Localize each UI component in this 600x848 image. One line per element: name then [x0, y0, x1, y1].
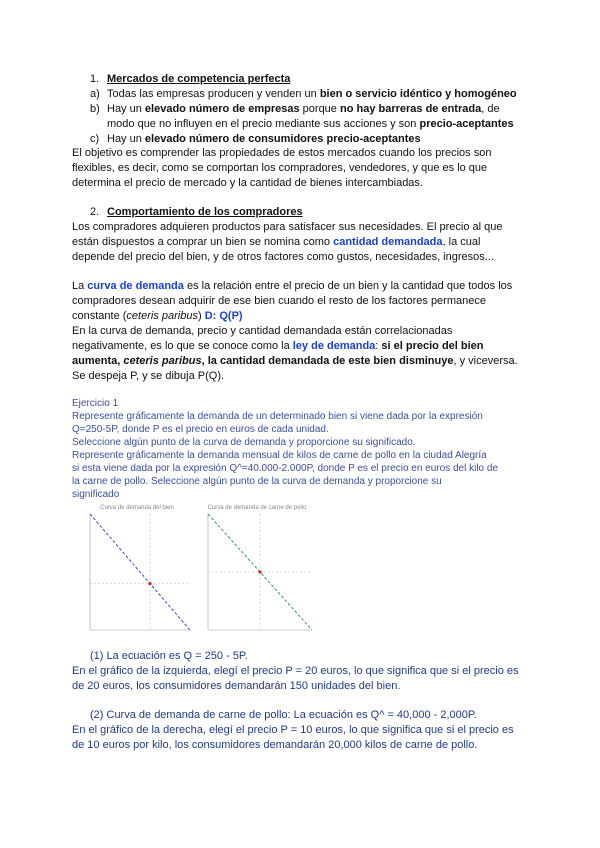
demand-chart-left	[78, 500, 196, 640]
answer-line: de 20 euros, los consumidores demandarán 150 unidades del bien.	[72, 680, 401, 692]
paragraph-line: La curva de demanda es la relación entre el precio de un bien y la cantidad que todos los	[72, 280, 513, 292]
highlight-term: ley de demanda	[292, 340, 376, 352]
exercise-line: significado	[72, 489, 120, 500]
paragraph-line: están dispuestos a comprar un bien se nomina como cantidad demandada, la cual	[72, 236, 481, 248]
paragraph-line: flexibles, es decir, como se comportan los compradores, vendedores, y que es lo que	[72, 162, 488, 174]
list-item-a: a) Todas las empresas producen y venden un bien o servicio idéntico y homogéneo	[90, 88, 517, 100]
list-item-c: c) Hay un elevado número de consumidores precio-aceptantes	[90, 133, 421, 145]
highlight-term: curva de demanda	[87, 280, 184, 292]
highlight-term: D: Q(P)	[204, 310, 243, 322]
paragraph-line: determina el precio de mercado y la cantidad de bienes intercambiadas.	[72, 177, 423, 189]
exercise-line: Represente gráficamente la demanda mensual de kilos de carne de pollo en la ciudad Alegría	[72, 450, 487, 461]
exercise-line: Q=250-5P, donde P es el precio en euros de cada unidad.	[72, 424, 329, 435]
exercise-line: Seleccione algún punto de la curva de demanda y proporcione su significado.	[72, 437, 416, 448]
highlight-term: cantidad demandada	[333, 236, 443, 248]
section-title: Mercados de competencia perfecta	[107, 73, 291, 85]
section2-heading	[90, 205, 303, 220]
exercise-line: la carne de pollo. Seleccione algún punto de la curva de demanda y proporcione su	[72, 476, 442, 487]
answer-line: (1) La ecuación es Q = 250 - 5P.	[90, 650, 248, 662]
exercise-line: Represente gráficamente la demanda de un determinado bien si viene dada por la expresión	[72, 411, 483, 422]
exercise-title: Ejercicio 1	[72, 398, 119, 409]
paragraph-line: compradores desean adquirir de ese bien cuando el resto de los factores permanece	[72, 295, 486, 307]
paragraph-line: aumenta, ceteris paribus, la cantidad demandada de este bien disminuye, y viceversa.	[72, 355, 518, 367]
section-number: 1.	[90, 73, 100, 85]
exercise-line: si esta viene dada por la expresión Q^=40.000-2.000P, donde P es el precio en euros del kilo de	[72, 463, 499, 474]
answer-line: En el gráfico de la derecha, elegí el precio P = 10 euros, lo que significa que si el precio es	[72, 724, 514, 736]
list-item-b: b) Hay un elevado número de empresas porque no hay barreras de entrada, de	[90, 103, 500, 115]
answer-line: En el gráfico de la izquierda, elegí el precio P = 20 euros, lo que significa que si el precio es	[72, 665, 519, 677]
paragraph-line: El objetivo es comprender las propiedades de estos mercados cuando los precios son	[72, 147, 492, 159]
paragraph-line: Los compradores adquieren productos para satisfacer sus necesidades. El precio al que	[72, 221, 503, 233]
list-item-b-cont: modo que no influyen en el precio mediante sus acciones y son precio-aceptantes	[107, 118, 514, 130]
paragraph-line: En la curva de demanda, precio y cantidad demandada están correlacionadas	[72, 325, 453, 337]
paragraph-line: depende del precio del bien, y de otros factores como gustos, necesidades, ingresos...	[72, 251, 494, 263]
demand-line	[90, 514, 190, 630]
section-title: Comportamiento de los compradores	[107, 206, 303, 218]
demand-chart-right	[196, 500, 318, 640]
section-number: 2.	[90, 206, 100, 218]
section1-heading	[90, 72, 290, 87]
answer-line: (2) Curva de demanda de carne de pollo: La ecuación es Q^ = 40,000 - 2,000P.	[90, 709, 477, 721]
paragraph-line: constante (ceteris paribus) D: Q(P)	[72, 310, 243, 322]
selected-point	[258, 570, 261, 573]
paragraph-line: negativamente, es lo que se conoce como la ley de demanda: si el precio del bien	[72, 340, 484, 352]
paragraph-line: Se despeja P, y se dibuja P(Q).	[72, 370, 225, 382]
chart-title: Curva de demanda del bien	[100, 505, 174, 511]
chart-title: Curva de demanda de carne de pollo	[207, 505, 307, 511]
selected-point	[148, 582, 151, 585]
answer-line: de 10 euros por kilo, los consumidores demandarán 20,000 kilos de carne de pollo.	[72, 739, 478, 751]
